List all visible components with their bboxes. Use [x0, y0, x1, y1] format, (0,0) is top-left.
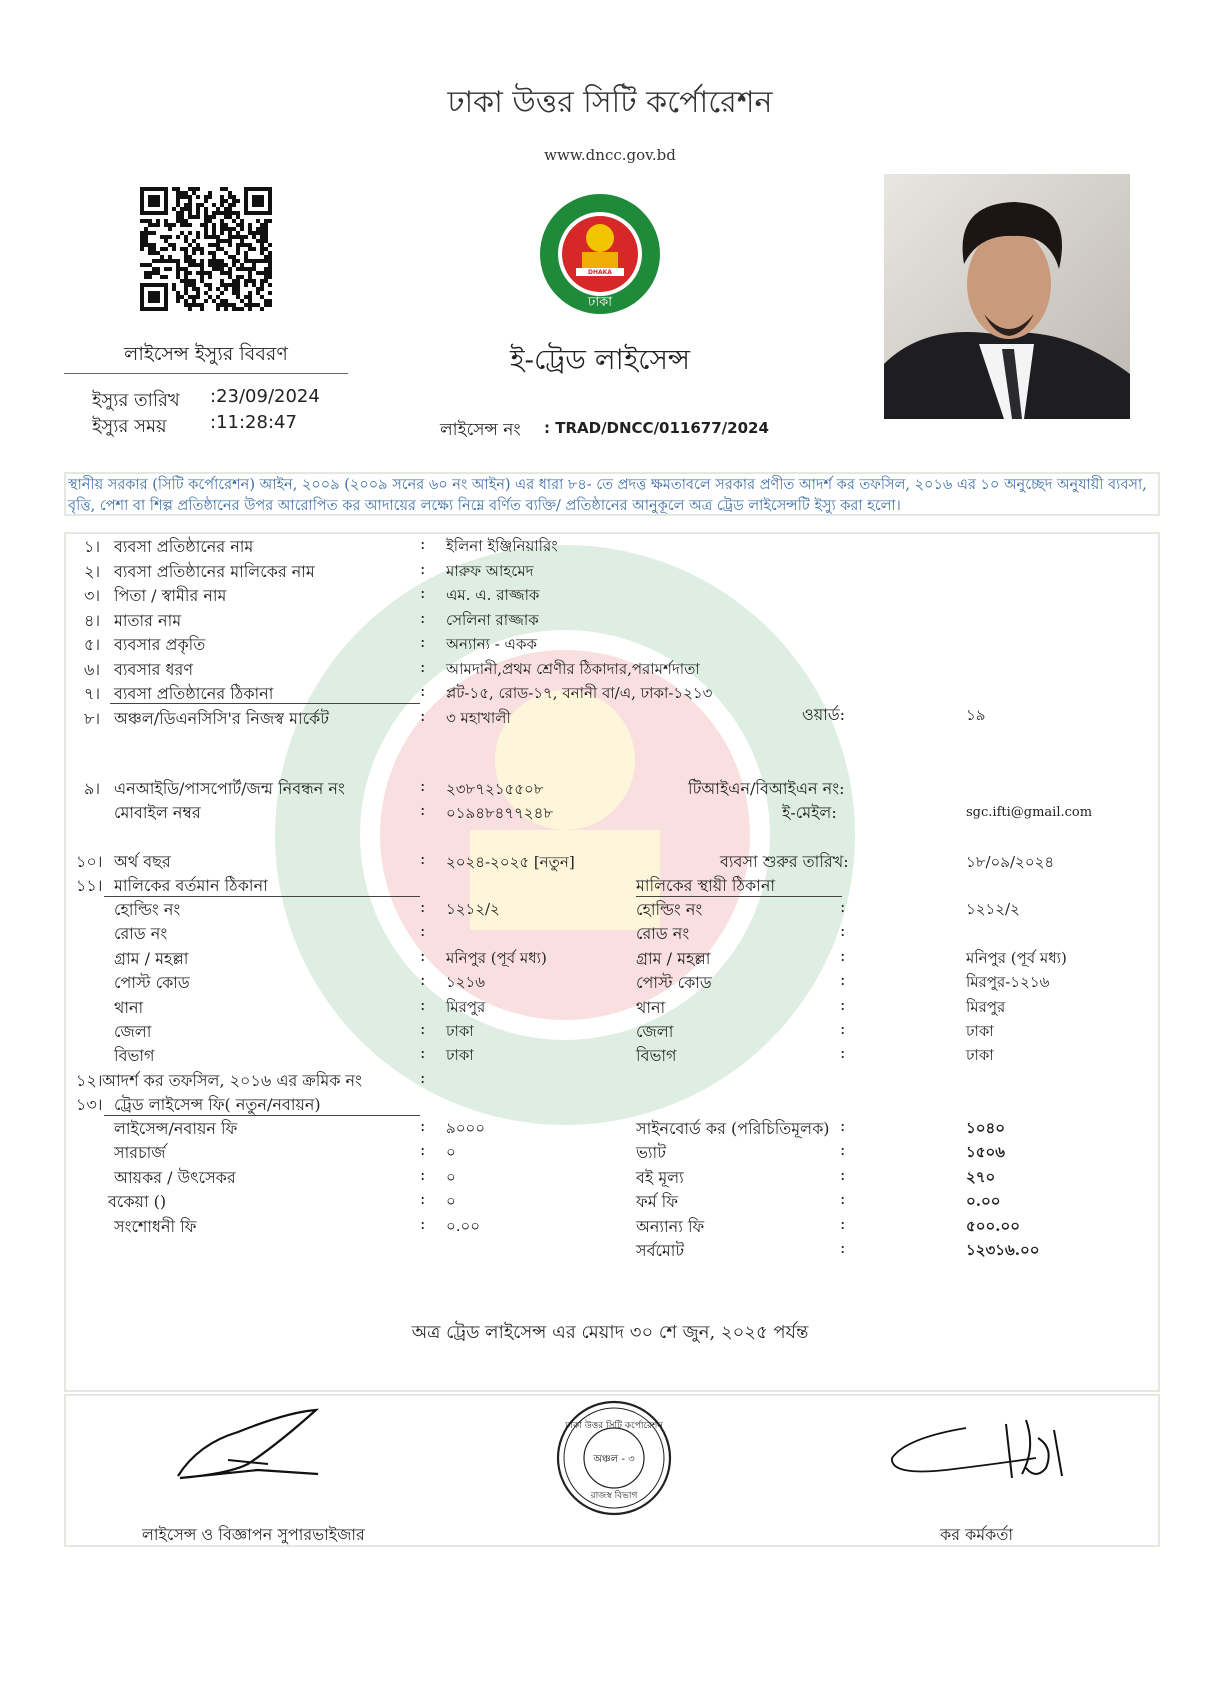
address-field-label: গ্রাম / মহল্লা [114, 948, 189, 968]
address-field-label: পোস্ট কোড [636, 973, 712, 993]
row-num: ৬। [84, 659, 101, 679]
address-field-label: রোড নং [636, 924, 690, 944]
current-address-value: ঢাকা [446, 1046, 474, 1065]
fee-value: ৫০০.০০ [966, 1216, 1020, 1235]
fee-value: ২৭০ [966, 1167, 996, 1186]
fee-colon: : [840, 1238, 846, 1257]
grand-total-value: ১২৩১৬.০০ [966, 1241, 1040, 1259]
row-colon: : [420, 583, 426, 602]
row-colon: : [420, 705, 426, 725]
current-address-value: ১২১৬ [446, 973, 485, 992]
fee-value: ৯০০০ [446, 1119, 485, 1137]
issue-time-label: ইস্যুর সময় [92, 416, 167, 437]
official-seal [554, 1398, 674, 1518]
fiscal-num: ১০। [76, 852, 103, 871]
mobile-label: মোবাইল নম্বর [114, 803, 201, 822]
row-colon: : [420, 681, 426, 700]
fiscal-colon: : [420, 849, 426, 868]
fee-label: সর্বমোট [636, 1241, 685, 1260]
address-field-label: হোল্ডিং নং [114, 900, 181, 919]
row-colon: : [420, 607, 426, 627]
address-field-label: বিভাগ [114, 1046, 155, 1066]
fees-heading: ট্রেড লাইসেন্স ফি( নতুন/নবায়ন) [114, 1095, 321, 1114]
row-num: ৪। [84, 610, 101, 630]
address-field-label: গ্রাম / মহল্লা [636, 948, 711, 968]
fee-colon: : [420, 1189, 426, 1209]
tax-schedule-num: ১২। [76, 1071, 103, 1090]
license-no-value: : TRAD/DNCC/011677/2024 [544, 419, 769, 437]
fee-label: ভ্যাট [636, 1143, 666, 1163]
fee-colon: : [840, 1213, 846, 1233]
fee-colon: : [840, 1140, 846, 1160]
address-colon: : [420, 1019, 426, 1038]
row-num: ৭। [84, 684, 101, 703]
address-colon: : [840, 921, 846, 941]
address-colon: : [840, 945, 846, 965]
row-num: ৩। [84, 586, 101, 605]
seal-text: ঢাকা উত্তর সিটি কর্পোরেশন [565, 1421, 663, 1431]
mobile-value: ০১৯৪৮৪৭৭২৪৮ [446, 804, 554, 822]
address-num: ১১। [76, 876, 103, 895]
row-num: ১। [84, 537, 101, 556]
fee-value: ০ [446, 1143, 456, 1162]
fee-value: ০.০০ [966, 1192, 1001, 1211]
ward-label: ওয়ার্ড: [802, 705, 846, 724]
address-field-label: পোস্ট কোড [114, 973, 190, 993]
fee-label: বই মূল্য [636, 1167, 684, 1187]
permanent-address-label: মালিকের স্থায়ী ঠিকানা [636, 876, 776, 895]
fee-colon: : [840, 1189, 846, 1209]
address-colon: : [840, 1019, 846, 1038]
logo-text: DHAKA [588, 269, 612, 276]
row-colon: : [420, 534, 426, 553]
fee-colon: : [420, 1213, 426, 1233]
row-value: এম. এ. রাজ্জাক [446, 586, 540, 604]
fee-colon: : [420, 1140, 426, 1160]
fee-value: ০.০০ [446, 1216, 481, 1235]
address-colon: : [420, 970, 426, 990]
row-value: আমদানী,প্রথম শ্রেণীর ঠিকাদার,পরামর্শদাতা [446, 659, 700, 678]
nid-colon: : [420, 776, 426, 795]
start-date-value: ১৮/০৯/২০২৪ [966, 853, 1055, 871]
row-num: ৫। [84, 635, 101, 654]
qr-code [140, 187, 272, 311]
dncc-logo [538, 192, 662, 316]
seal-bottom: রাজস্ব বিভাগ [590, 1491, 638, 1501]
address-field-label: রোড নং [114, 924, 168, 944]
current-address-label: মালিকের বর্তমান ঠিকানা [114, 876, 268, 895]
org-title: ঢাকা উত্তর সিটি কর্পোরেশন [447, 85, 773, 120]
nid-label: এনআইডি/পাসপোর্ট/জন্ম নিবন্ধন নং [114, 779, 345, 798]
fee-label: সারচার্জ [114, 1143, 166, 1163]
permanent-address-value: মনিপুর (পূর্ব মধ্য) [966, 948, 1067, 967]
row-value: ইলিনা ইঞ্জিনিয়ারিং [446, 537, 558, 555]
address-colon: : [840, 897, 846, 916]
address-colon: : [840, 970, 846, 990]
fee-colon: : [420, 1164, 426, 1184]
address-colon: : [420, 1043, 426, 1063]
issue-date-value: :23/09/2024 [210, 386, 320, 407]
fee-label: অন্যান্য ফি [636, 1216, 705, 1236]
row-colon: : [420, 656, 426, 676]
seal-center: অঞ্চল - ৩ [593, 1454, 635, 1465]
mobile-colon: : [420, 800, 426, 819]
email-label: ই-মেইল: [782, 803, 837, 822]
row-label: ব্যবসার প্রকৃতি [114, 635, 206, 654]
address-field-label: বিভাগ [636, 1046, 677, 1066]
fee-label: ফর্ম ফি [636, 1192, 678, 1212]
row-value: প্লট-১৫, রোড-১৭, বনানী বা/এ, ঢাকা-১২১৩ [446, 684, 713, 702]
current-address-value: মিরপুর [446, 997, 486, 1016]
issue-details-heading: লাইসেন্স ইস্যুর বিবরণ [124, 343, 288, 365]
current-address-value: মনিপুর (পূর্ব মধ্য) [446, 948, 547, 967]
license-no-label: লাইসেন্স নং [440, 420, 521, 440]
tax-schedule-colon: : [420, 1068, 426, 1087]
fee-value: ০ [446, 1192, 456, 1211]
address-colon: : [840, 994, 846, 1014]
permanent-address-value: মিরপুর-১২১৬ [966, 973, 1050, 992]
row-num: ২। [84, 561, 101, 581]
watermark-logo [270, 540, 860, 1130]
fee-label: আয়কর / উৎসেকর [114, 1167, 236, 1187]
fee-value: ০ [446, 1167, 456, 1186]
divider [110, 703, 420, 704]
fee-value: ১৫০৬ [966, 1143, 1005, 1162]
current-address-value: ১২১২/২ [446, 900, 500, 918]
current-address-value: ঢাকা [446, 1022, 474, 1040]
row-colon: : [420, 632, 426, 651]
expiry-note: অত্র ট্রেড লাইসেন্স এর মেয়াদ ৩০ শে জুন, ২০২৫ পর্যন্ত [411, 1322, 809, 1343]
tax-officer-label: কর কর্মকর্তা [940, 1525, 1013, 1544]
start-date-label: ব্যবসা শুরুর তারিখ: [720, 852, 849, 871]
nid-num: ৯। [84, 779, 101, 798]
address-colon: : [420, 921, 426, 941]
fiscal-value: ২০২৪-২০২৫ [নতুন] [446, 853, 575, 871]
address-colon: : [420, 994, 426, 1014]
address-colon: : [840, 1043, 846, 1063]
email-value[interactable]: sgc.ifti@gmail.com [966, 805, 1093, 820]
supervisor-label: লাইসেন্স ও বিজ্ঞাপন সুপারভাইজার [142, 1525, 365, 1544]
row-value: মারুফ আহমেদ [446, 561, 534, 580]
fee-label: সংশোধনী ফি [114, 1216, 197, 1236]
nid-value: ২৩৮৭২১৫৫০৮ [446, 780, 544, 798]
fee-value: ১০৪০ [966, 1119, 1005, 1137]
fees-num: ১৩। [76, 1095, 103, 1114]
issue-date-label: ইস্যুর তারিখ [92, 390, 180, 411]
row-label: ব্যবসা প্রতিষ্ঠানের নাম [114, 537, 254, 556]
row-value: সেলিনা রাজ্জাক [446, 610, 539, 629]
row-label: ব্যবসার ধরণ [114, 659, 193, 679]
address-field-label: জেলা [636, 1022, 674, 1041]
fee-colon: : [840, 1164, 846, 1184]
row-label: পিতা / স্বামীর নাম [114, 586, 227, 605]
permanent-address-value: ১২১২/২ [966, 900, 1020, 918]
fee-label: লাইসেন্স/নবায়ন ফি [114, 1119, 238, 1138]
org-website[interactable]: www.dncc.gov.bd [544, 146, 676, 164]
address-colon: : [420, 897, 426, 916]
document-title: ই-ট্রেড লাইসেন্স [509, 343, 691, 376]
tin-label: টিআইএন/বিআইএন নং: [688, 779, 845, 798]
tax-schedule-label: আদর্শ কর তফসিল, ২০১৬ এর ক্রমিক নং [102, 1071, 362, 1090]
ward-value: ১৯ [966, 706, 986, 724]
permanent-address-value: মিরপুর [966, 997, 1006, 1016]
preamble-text: স্থানীয় সরকার (সিটি কর্পোরেশন) আইন, ২০০৯ (২০০৯ সনের ৬০ নং আইন) এর ধারা ৮৪- তে প্রদত্ত ক্ষমতাবলে সরকার প্রণীত আদর্শ কর তফসিল, ২০১৬ এর ১০ অনুচ্ছেদ অনুযায়ী ব্যবসা, বৃত্তি, পেশা বা শিল্প প্রতিষ্ঠানের উপর আরোপিত কর আদায়ের লক্ষ্যে নিম্নে বর্ণিত ব্যক্তি/ প্রতিষ্ঠানের আনুকূলে অত্র ট্রেড লাইসেন্সটি ইস্যু করা হলো। [64, 472, 1160, 516]
row-colon: : [420, 558, 426, 578]
address-field-label: হোল্ডিং নং [636, 900, 703, 919]
row-num: ৮। [84, 708, 101, 728]
row-label: মাতার নাম [114, 610, 182, 630]
row-value: অন্যান্য - একক [446, 635, 537, 653]
fee-label: বকেয়া () [108, 1192, 167, 1212]
row-label: ব্যবসা প্রতিষ্ঠানের ঠিকানা [114, 684, 274, 703]
issue-time-value: :11:28:47 [210, 412, 297, 433]
fee-colon: : [840, 1116, 846, 1135]
tax-officer-signature [886, 1418, 1076, 1488]
address-colon: : [420, 945, 426, 965]
fee-colon: : [420, 1116, 426, 1135]
row-label: ব্যবসা প্রতিষ্ঠানের মালিকের নাম [114, 561, 315, 581]
supervisor-signature [168, 1404, 328, 1484]
logo-subtext: ঢাকা [588, 295, 612, 310]
fee-label: সাইনবোর্ড কর (পরিচিতিমূলক) [636, 1119, 830, 1138]
row-label: অঞ্চল/ডিএনসিসি'র নিজস্ব মার্কেট [114, 708, 329, 728]
permanent-address-value: ঢাকা [966, 1046, 994, 1065]
address-field-label: থানা [636, 997, 666, 1017]
permanent-address-value: ঢাকা [966, 1022, 994, 1040]
fiscal-label: অর্থ বছর [114, 852, 171, 871]
address-field-label: থানা [114, 997, 144, 1017]
row-value: ৩ মহাখালী [446, 708, 511, 727]
address-field-label: জেলা [114, 1022, 152, 1041]
